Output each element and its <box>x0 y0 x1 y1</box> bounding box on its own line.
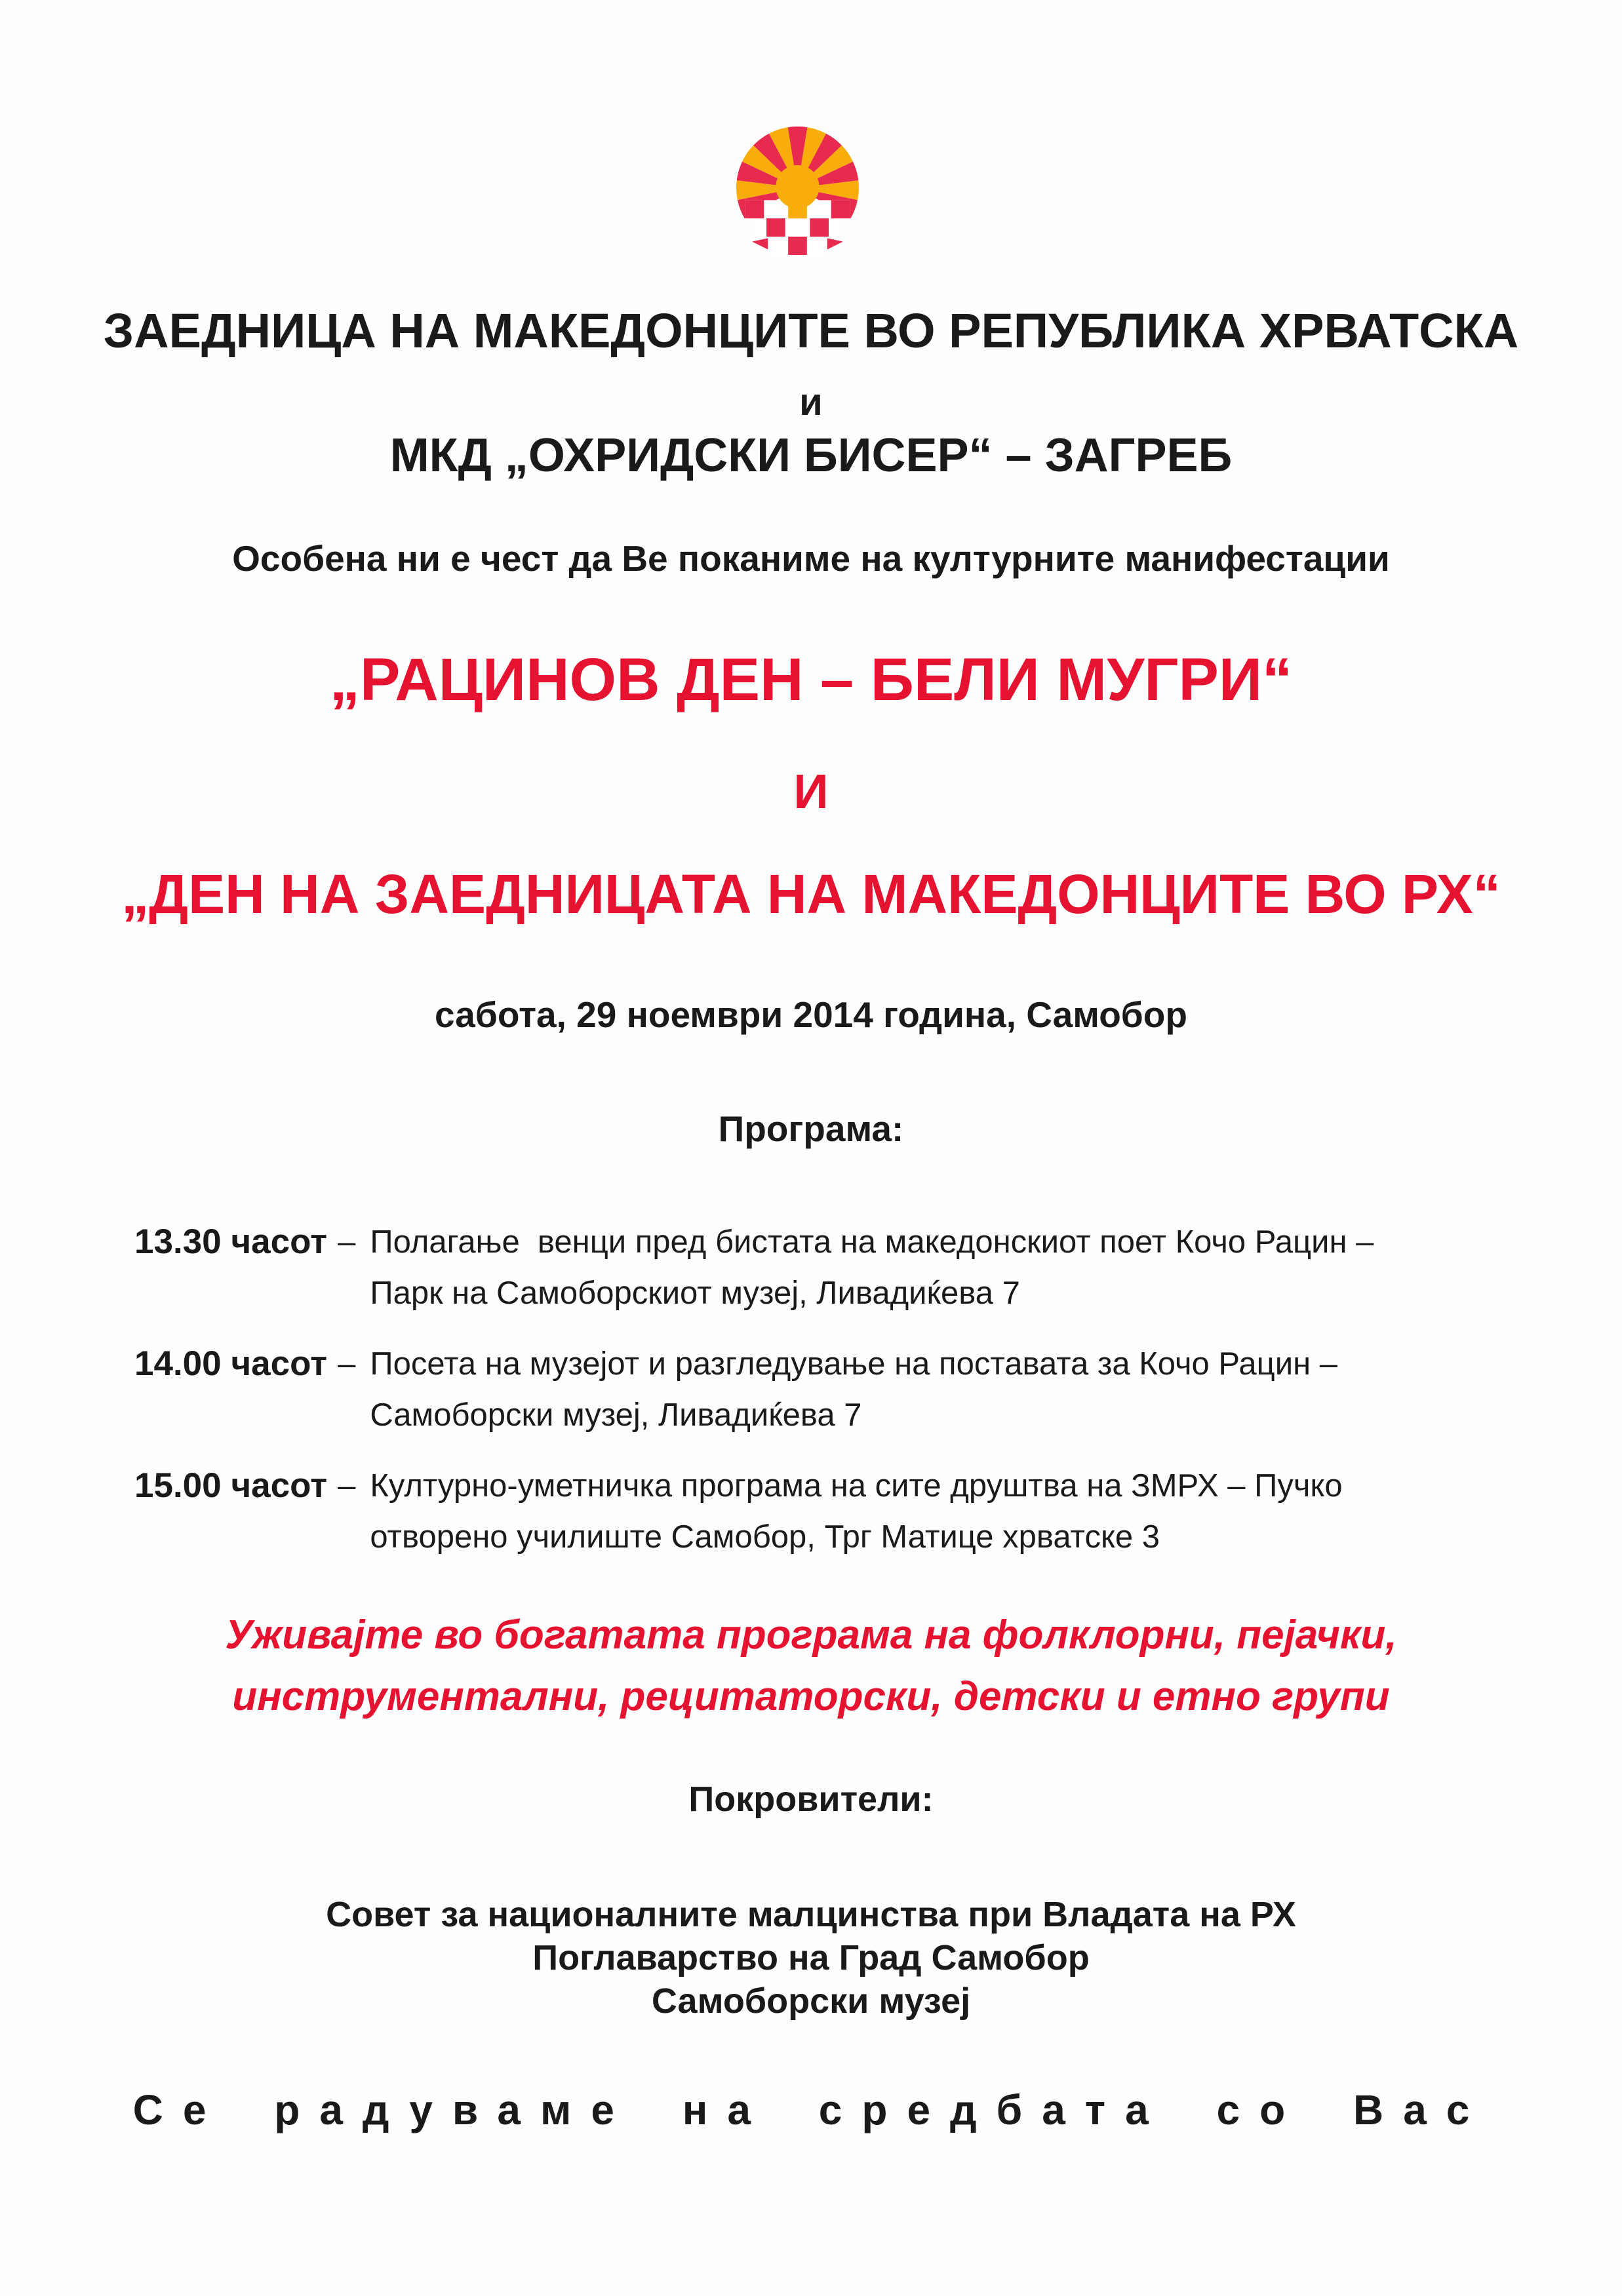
program-schedule <box>134 1216 1550 1582</box>
schedule-description-line1: Културно-уметничка програма на сите друштва на ЗМРХ – Пучко <box>370 1468 1343 1504</box>
sponsor-line: Поглаварство на Град Самобор <box>532 1938 1090 1977</box>
schedule-item-1330 <box>134 1216 1550 1319</box>
schedule-dash: – <box>338 1224 356 1260</box>
program-heading: Програма: <box>718 1108 904 1149</box>
schedule-description-line2: отворено училиште Самобор, Трг Матице хрватске 3 <box>370 1519 1160 1555</box>
schedule-time: 13.30 часот <box>134 1222 328 1261</box>
schedule-description <box>370 1460 1550 1563</box>
organization-name-line2: МКД „ОХРИДСКИ БИСЕР“ – ЗАГРЕБ <box>389 429 1233 482</box>
schedule-description-line2: Самоборски музеј, Ливадиќева 7 <box>370 1397 862 1433</box>
event-date-location: сабота, 29 ноември 2014 година, Самобор <box>435 994 1187 1035</box>
organization-conjunction: и <box>799 381 823 423</box>
organization-name-line1: ЗАЕДНИЦА НА МАКЕДОНЦИТЕ ВО РЕПУБЛИКА ХРВАТСКА <box>103 303 1519 358</box>
enjoy-message <box>0 1605 1622 1728</box>
schedule-description-line1: Посета на музејот и разгледување на поставата за Кочо Рацин – <box>370 1346 1338 1382</box>
schedule-description <box>370 1338 1550 1441</box>
schedule-description-line2: Парк на Самоборскиот музеј, Ливадиќева 7 <box>370 1275 1020 1311</box>
sun-checkerboard-emblem-icon <box>728 123 867 259</box>
enjoy-message-line2: инструментални, рецитаторски, детски и етно групи <box>232 1674 1390 1719</box>
event-title-2: „ДЕН НА ЗАЕДНИЦАТА НА МАКЕДОНЦИТЕ ВО РХ“ <box>121 863 1501 925</box>
schedule-description-line1: Полагање венци пред бистата на македонскиот поет Кочо Рацин – <box>370 1224 1374 1260</box>
schedule-time: 15.00 часот <box>134 1466 328 1505</box>
schedule-item-1400 <box>134 1338 1550 1441</box>
closing-message: Се радуваме на средбата со Вас <box>132 2086 1490 2133</box>
schedule-description <box>370 1216 1550 1319</box>
schedule-dash: – <box>338 1468 356 1504</box>
sponsors-list <box>0 1893 1622 2023</box>
schedule-item-1500 <box>134 1460 1550 1563</box>
event-title-1: „РАЦИНОВ ДЕН – БЕЛИ МУГРИ“ <box>330 646 1292 713</box>
event-conjunction: И <box>793 764 829 819</box>
sponsor-line: Совет за националните малцинства при Владата на РХ <box>326 1895 1296 1934</box>
sponsor-line: Самоборски музеј <box>651 1981 971 2021</box>
enjoy-message-line1: Уживајте во богатата програма на фолклорни, пејачки, <box>225 1612 1397 1658</box>
invitation-sentence: Особена ни е чест да Ве поканиме на културните манифестации <box>232 538 1390 579</box>
sponsors-heading: Покровители: <box>688 1780 934 1819</box>
schedule-time: 14.00 часот <box>134 1344 328 1383</box>
schedule-dash: – <box>338 1346 356 1382</box>
